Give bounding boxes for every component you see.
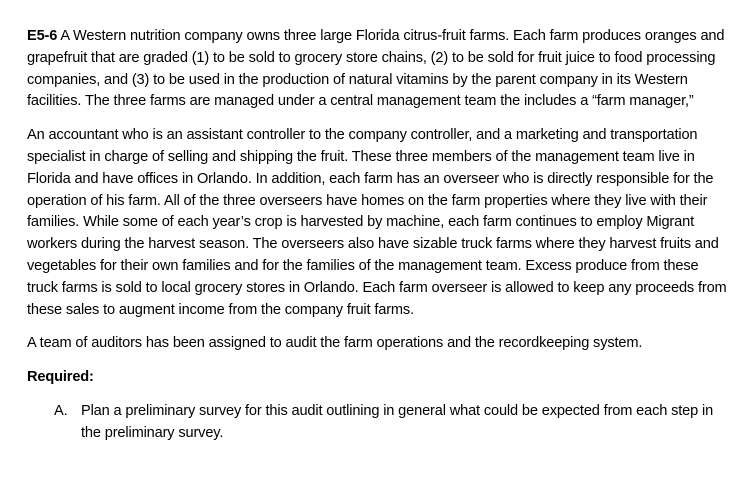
- document-page: [27, 26, 732, 445]
- required-heading: Required:: [27, 369, 94, 386]
- exercise-intro-text: A Western nutrition company owns three large Florida citrus-fruit farms. Each farm produces oranges and grapefruit that are graded (1) to be sold to grocery store chains, (2) to be sold for fruit juice to food processing companies, and (3) to be used in the production of natural vitamins by the parent company in its Western facilities. The three farms are managed under a central management team the includes a “farm manager,”: [27, 28, 725, 110]
- list-marker: A.: [54, 402, 68, 419]
- exercise-number: E5-6: [27, 28, 58, 44]
- auditors-paragraph: A team of auditors has been assigned to audit the farm operations and the recordkeeping system.: [27, 335, 643, 352]
- list-item-text: Plan a preliminary survey for this audit outlining in general what could be expected from each step in the preliminary survey.: [81, 402, 714, 441]
- exercise-intro-paragraph: [27, 26, 732, 113]
- management-paragraph: An accountant who is an assistant controller to the company controller, and a marketing and transportation specialist in charge of selling and shipping the fruit. These three members of the management team live in Florida and have offices in Orlando. In addition, each farm has an overseer who is directly responsible for the operation of his farm. All of the three overseers have homes on the farm properties where they live with their families. While some of each year’s crop is harvested by machine, each farm continues to employ Migrant workers during the harvest season. The overseers also have sizable truck farms where they harvest fruits and vegetables for their own families and for the families of the management team. Excess produce from these truck farms is sold to local grocery stores in Orlando. Each farm overseer is allowed to keep any proceeds from these sales to augment income from the company fruit farms.: [27, 127, 727, 318]
- list-item: [54, 401, 732, 445]
- requirements-list: [27, 401, 732, 445]
